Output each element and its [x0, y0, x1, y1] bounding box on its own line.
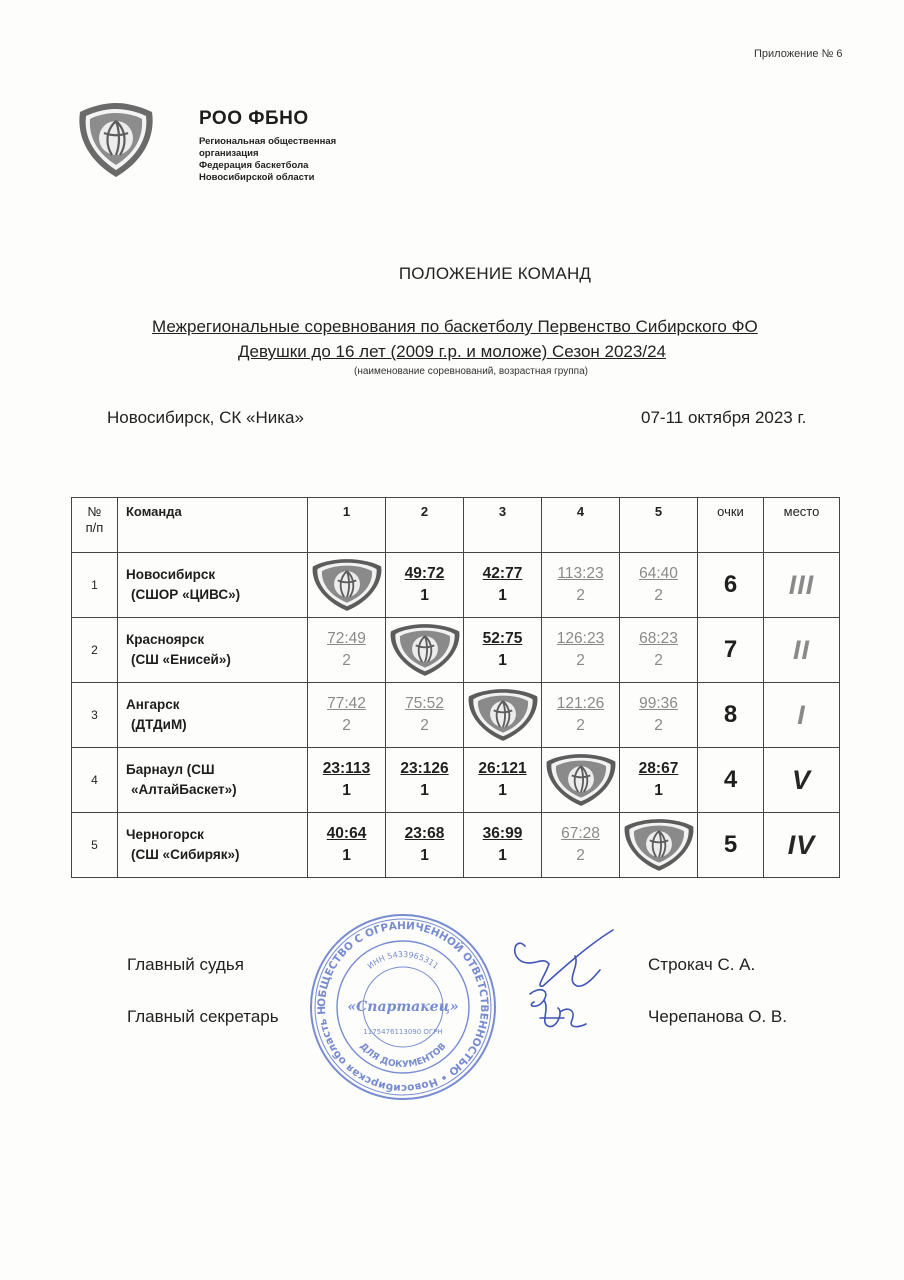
table-row	[72, 813, 840, 878]
game-score: 72:49	[327, 630, 366, 647]
game-points: 2	[342, 652, 351, 669]
organization-subtitle-line: организация	[199, 148, 259, 159]
game-points: 1	[342, 847, 351, 864]
fbno-logo	[76, 100, 156, 180]
game-result	[308, 618, 386, 683]
game-score: 68:23	[639, 630, 678, 647]
game-points: 1	[498, 782, 507, 799]
secretary-signature	[520, 982, 595, 1037]
competition-note: (наименование соревнований, возрастная группа)	[354, 366, 588, 377]
row-number: 2	[72, 618, 118, 683]
game-result	[542, 683, 620, 748]
row-number: 5	[72, 813, 118, 878]
game-result	[620, 748, 698, 813]
game-points: 2	[420, 717, 429, 734]
total-points: 8	[698, 683, 764, 748]
game-points: 1	[498, 587, 507, 604]
game-points: 2	[654, 717, 663, 734]
organization-subtitle	[199, 136, 359, 184]
game-result	[464, 813, 542, 878]
header-place: место	[764, 498, 840, 553]
game-score: 26:121	[478, 760, 527, 777]
team-name-line1: Новосибирск	[126, 567, 216, 582]
game-points: 2	[576, 717, 585, 734]
judge-name: Строкач С. А.	[648, 955, 756, 974]
header-num-line1: №	[87, 504, 102, 519]
header-col-4: 4	[542, 498, 620, 553]
organization-subtitle-line: Федерация баскетбола	[199, 160, 309, 171]
team-name-line2: «АлтайБаскет»)	[131, 782, 237, 797]
diagonal-logo-cell	[308, 553, 386, 618]
game-result	[386, 683, 464, 748]
game-score: 75:52	[405, 695, 444, 712]
organization-subtitle-line: Новосибирской области	[199, 172, 315, 183]
stamp-ogrn: 1175476113090 ОГРН	[363, 1028, 443, 1036]
table-row	[72, 683, 840, 748]
game-points: 1	[342, 782, 351, 799]
game-score: 52:75	[482, 630, 523, 647]
fbno-logo-icon	[542, 752, 619, 808]
header-num-line2: п/п	[85, 520, 104, 535]
fbno-logo-icon	[620, 817, 697, 873]
game-result	[542, 553, 620, 618]
table-row	[72, 748, 840, 813]
judge-label: Главный судья	[127, 955, 244, 974]
game-score: 23:68	[404, 825, 445, 842]
game-result	[386, 813, 464, 878]
game-result	[308, 683, 386, 748]
team-name-line1: Барнаул (СШ	[126, 762, 215, 777]
table-header-row	[72, 498, 840, 553]
game-result	[464, 748, 542, 813]
game-score: 126:23	[556, 630, 605, 647]
svg-text:ИНН 5433965311	[366, 950, 440, 971]
final-place: IV	[764, 813, 840, 878]
header-num	[72, 498, 118, 553]
game-points: 2	[342, 717, 351, 734]
game-result	[386, 553, 464, 618]
game-points: 2	[654, 652, 663, 669]
game-score: 23:113	[322, 760, 371, 777]
game-points: 1	[498, 847, 507, 864]
annex-label: Приложение № 6	[754, 48, 843, 60]
venue: Новосибирск, СК «Ника»	[107, 408, 304, 427]
total-points: 5	[698, 813, 764, 878]
team-name	[118, 553, 308, 618]
header-col-1: 1	[308, 498, 386, 553]
game-points: 2	[576, 652, 585, 669]
team-name-line2: (СШ «Сибиряк»)	[131, 847, 240, 862]
game-result	[620, 618, 698, 683]
game-score: 49:72	[404, 565, 445, 582]
total-points: 6	[698, 553, 764, 618]
team-name-line2: (СШОР «ЦИВС»)	[131, 587, 241, 602]
stamp-inner-bottom: ДЛЯ ДОКУМЕНТОВ	[357, 1041, 449, 1071]
game-points: 1	[420, 847, 429, 864]
stamp-inner-top: ИНН 5433965311	[365, 949, 441, 971]
document-title: ПОЛОЖЕНИЕ КОМАНД	[398, 264, 592, 283]
game-points: 2	[576, 847, 585, 864]
game-points: 1	[420, 587, 429, 604]
competition-name-line2: Девушки до 16 лет (2009 г.р. и моложе) Сезон 2023/24	[238, 342, 666, 361]
secretary-label: Главный секретарь	[127, 1007, 279, 1026]
game-score: 42:77	[482, 565, 523, 582]
game-score: 36:99	[482, 825, 523, 842]
table-row	[72, 618, 840, 683]
diagonal-logo-cell	[386, 618, 464, 683]
team-name	[118, 683, 308, 748]
game-score: 113:23	[557, 565, 604, 582]
header-col-5: 5	[620, 498, 698, 553]
fbno-logo-icon	[308, 557, 385, 613]
svg-text:ДЛЯ ДОКУМЕНТОВ	[358, 1041, 449, 1070]
header-points: очки	[698, 498, 764, 553]
team-name-line1: Ангарск	[126, 697, 180, 712]
game-result	[464, 618, 542, 683]
row-number: 4	[72, 748, 118, 813]
table-row	[72, 553, 840, 618]
standings-table	[71, 497, 840, 878]
fbno-logo-icon	[386, 622, 463, 678]
company-stamp	[308, 912, 498, 1102]
game-result	[308, 813, 386, 878]
header-col-3: 3	[464, 498, 542, 553]
team-name-line1: Черногорск	[126, 827, 204, 842]
game-score: 28:67	[638, 760, 679, 777]
diagonal-logo-cell	[542, 748, 620, 813]
diagonal-logo-cell	[620, 813, 698, 878]
secretary-name: Черепанова О. В.	[648, 1007, 787, 1026]
team-name-line2: (СШ «Енисей»)	[131, 652, 231, 667]
team-name	[118, 813, 308, 878]
fbno-logo-icon	[464, 687, 541, 743]
team-name	[118, 748, 308, 813]
game-score: 64:40	[639, 565, 678, 582]
game-result	[386, 748, 464, 813]
header-team: Команда	[118, 498, 308, 553]
game-points: 1	[420, 782, 429, 799]
final-place: III	[764, 553, 840, 618]
team-name	[118, 618, 308, 683]
diagonal-logo-cell	[464, 683, 542, 748]
game-score: 121:26	[556, 695, 605, 712]
stamp-center-text: «Спартакец»	[347, 999, 459, 1015]
game-points: 1	[498, 652, 507, 669]
game-score: 23:126	[400, 760, 449, 777]
organization-subtitle-line: Региональная общественная	[199, 136, 337, 147]
final-place: I	[764, 683, 840, 748]
row-number: 3	[72, 683, 118, 748]
final-place: V	[764, 748, 840, 813]
game-result	[542, 618, 620, 683]
organization-title: РОО ФБНО	[199, 108, 309, 129]
team-name-line2: (ДТДиМ)	[131, 717, 187, 732]
dates: 07-11 октября 2023 г.	[641, 408, 807, 427]
game-result	[620, 683, 698, 748]
team-name-line1: Красноярск	[126, 632, 205, 647]
game-score: 40:64	[326, 825, 367, 842]
game-points: 2	[654, 587, 663, 604]
total-points: 4	[698, 748, 764, 813]
header-col-2: 2	[386, 498, 464, 553]
game-result	[308, 748, 386, 813]
game-points: 1	[654, 782, 663, 799]
game-points: 2	[576, 587, 585, 604]
competition-name-line1: Межрегиональные соревнования по баскетболу Первенство Сибирского ФО	[152, 317, 758, 336]
game-score: 99:36	[639, 695, 678, 712]
game-result	[620, 553, 698, 618]
game-result	[542, 813, 620, 878]
row-number: 1	[72, 553, 118, 618]
game-score: 77:42	[327, 695, 366, 712]
game-score: 67:28	[561, 825, 600, 842]
stamp-outer-text: ОБЩЕСТВО С ОГРАНИЧЕННОЙ ОТВЕТСТВЕННОСТЬЮ • Новосибирская область Н	[315, 919, 491, 1095]
final-place: II	[764, 618, 840, 683]
total-points: 7	[698, 618, 764, 683]
game-result	[464, 553, 542, 618]
